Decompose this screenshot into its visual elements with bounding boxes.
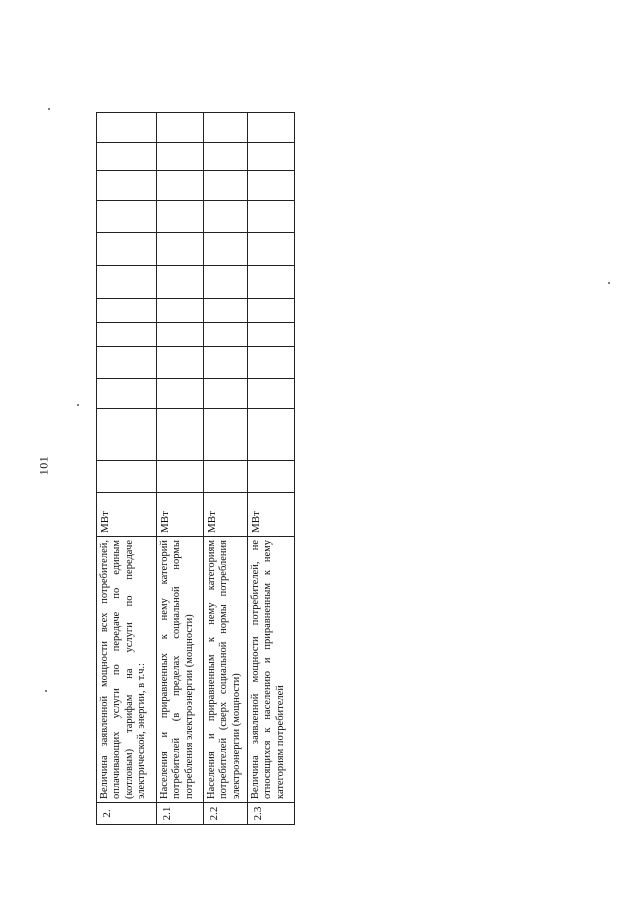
rotated-table [96, 113, 294, 825]
empty-cell [157, 347, 204, 379]
row-description: Величина заявленной мощности потребителей, не относящихся к населению и приравненным к нему категориям потребителей [248, 537, 295, 803]
empty-cell [248, 461, 295, 493]
empty-cell [248, 299, 295, 323]
scan-speck [77, 404, 79, 406]
empty-cell [204, 266, 248, 299]
empty-cell [248, 113, 295, 143]
empty-cell [97, 171, 157, 201]
empty-cell [204, 347, 248, 379]
empty-cell [204, 113, 248, 143]
empty-cell [97, 347, 157, 379]
data-table [96, 112, 295, 825]
empty-cell [204, 171, 248, 201]
row-unit: МВт [157, 493, 204, 537]
empty-cell [97, 299, 157, 323]
scan-speck [608, 282, 610, 284]
empty-cell [248, 201, 295, 233]
table-row [204, 113, 248, 825]
empty-cell [248, 409, 295, 461]
row-number: 2.1 [157, 803, 204, 825]
row-description: Населения и приравненных к нему категорий потребителей (в пределах социальной нормы потребления электроэнергии (мощности) [157, 537, 204, 803]
empty-cell [157, 143, 204, 171]
empty-cell [157, 323, 204, 347]
empty-cell [204, 409, 248, 461]
empty-cell [97, 323, 157, 347]
empty-cell [157, 299, 204, 323]
empty-cell [97, 461, 157, 493]
table-row [97, 113, 157, 825]
empty-cell [248, 143, 295, 171]
row-unit: МВт [204, 493, 248, 537]
empty-cell [97, 409, 157, 461]
empty-cell [97, 113, 157, 143]
empty-cell [248, 171, 295, 201]
empty-cell [248, 379, 295, 409]
empty-cell [248, 323, 295, 347]
empty-cell [97, 379, 157, 409]
empty-cell [157, 233, 204, 266]
empty-cell [204, 143, 248, 171]
empty-cell [97, 201, 157, 233]
page-number: 101 [36, 455, 51, 476]
row-unit: МВт [248, 493, 295, 537]
empty-cell [204, 201, 248, 233]
empty-cell [97, 143, 157, 171]
row-number: 2. [97, 803, 157, 825]
empty-cell [204, 323, 248, 347]
empty-cell [204, 233, 248, 266]
row-unit: МВт [97, 493, 157, 537]
empty-cell [157, 113, 204, 143]
empty-cell [157, 461, 204, 493]
row-description: Величина заявленной мощности всех потребителей, оплачивающих услуги по передаче по единым (котловым) тарифам на услуги по передаче электрической, энергии, в т.ч.: [97, 537, 157, 803]
empty-cell [248, 266, 295, 299]
empty-cell [157, 171, 204, 201]
row-number: 2.2 [204, 803, 248, 825]
empty-cell [204, 299, 248, 323]
empty-cell [248, 347, 295, 379]
empty-cell [204, 379, 248, 409]
scan-speck [45, 690, 47, 692]
empty-cell [157, 409, 204, 461]
row-number: 2.3 [248, 803, 295, 825]
empty-cell [157, 201, 204, 233]
empty-cell [248, 233, 295, 266]
empty-cell [204, 461, 248, 493]
row-description: Населения и приравненным к нему категориям потребителей (сверх социальной нормы потребления электроэнергии (мощности) [204, 537, 248, 803]
table-row [157, 113, 204, 825]
empty-cell [157, 266, 204, 299]
empty-cell [157, 379, 204, 409]
empty-cell [97, 266, 157, 299]
table-row [248, 113, 295, 825]
empty-cell [97, 233, 157, 266]
scan-speck [48, 108, 50, 110]
